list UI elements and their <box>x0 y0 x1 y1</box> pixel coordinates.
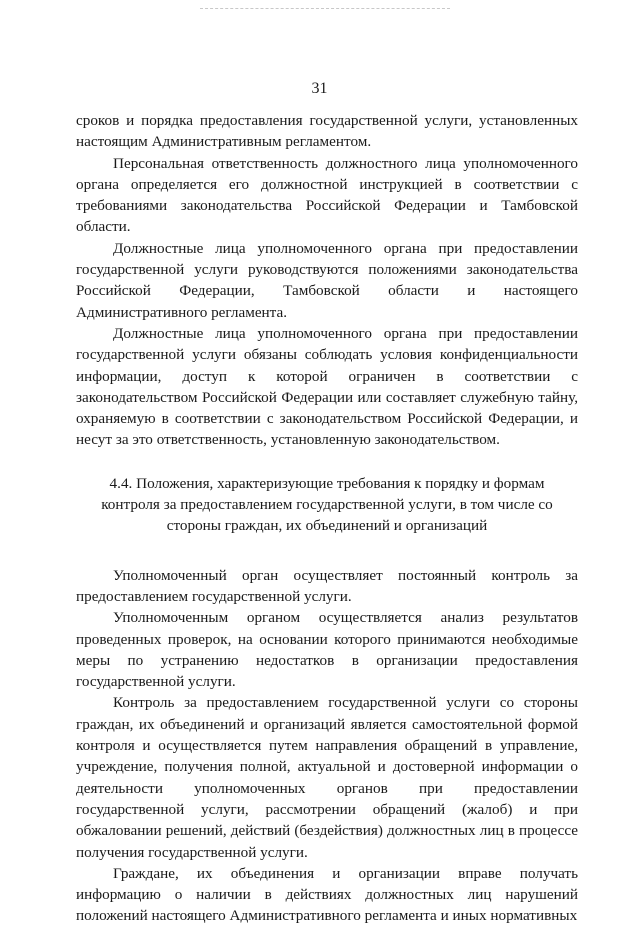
paragraph-confidentiality: Должностные лица уполномоченного органа при предоставлении государственной услуги обязаны соблюдать условия конфиденциальности информации, доступ к которой ограничен в соответствии с законодательством Российской Федерации или составляет служебную тайну, охраняемую в соответствии с законодательством Российской Федерации, и несут за это ответственность, установленную законодательством. <box>76 324 578 449</box>
paragraph-continuation: сроков и порядка предоставления государственной услуги, установленных настоящим Административным регламентом. <box>76 112 578 151</box>
page-number: 31 <box>311 80 328 97</box>
scan-top-marks <box>200 8 450 11</box>
paragraph-officials-guided: Должностные лица уполномоченного органа при предоставлении государственной услуги руководствуются положениями законодательства Российской Федерации, Тамбовской области и настоящего Административного регламента. <box>76 239 578 321</box>
paragraph-citizen-control: Контроль за предоставлением государственной услуги со стороны граждан, их объединений и организаций является самостоятельной формой контроля и осуществляется путем направления обращений в управление, учреждение, получения полной, актуальной и достоверной информации о деятельности уполномоченных органов при предоставлении государственной услуги, рассмотрении обращений (жалоб) и при обжаловании решений, действий (бездействия) должностных лиц в процессе получения государственной услуги. <box>76 694 578 861</box>
paragraph-citizens-rights: Граждане, их объединения и организации вправе получать информацию о наличии в действиях должностных лиц нарушений положений настоящего Административного регламента и иных нормативных <box>76 864 578 925</box>
document-body <box>76 110 578 927</box>
paragraph-constant-control: Уполномоченный орган осуществляет постоянный контроль за предоставлением государственной услуги. <box>76 566 578 605</box>
section-heading: 4.4. Положения, характеризующие требования к порядку и формам контроля за предоставлением государственной услуги, в том числе со стороны граждан, их объединений и организаций <box>101 474 553 535</box>
paragraph-analysis: Уполномоченным органом осуществляется анализ результатов проведенных проверок, на основании которого принимаются необходимые меры по устранению недостатков в организации предоставления государственной услуги. <box>76 609 578 691</box>
paragraph-personal-responsibility: Персональная ответственность должностного лица уполномоченного органа определяется его должностной инструкцией в соответствии с требованиями законодательства Российской Федерации и Тамбовской области. <box>76 154 578 236</box>
